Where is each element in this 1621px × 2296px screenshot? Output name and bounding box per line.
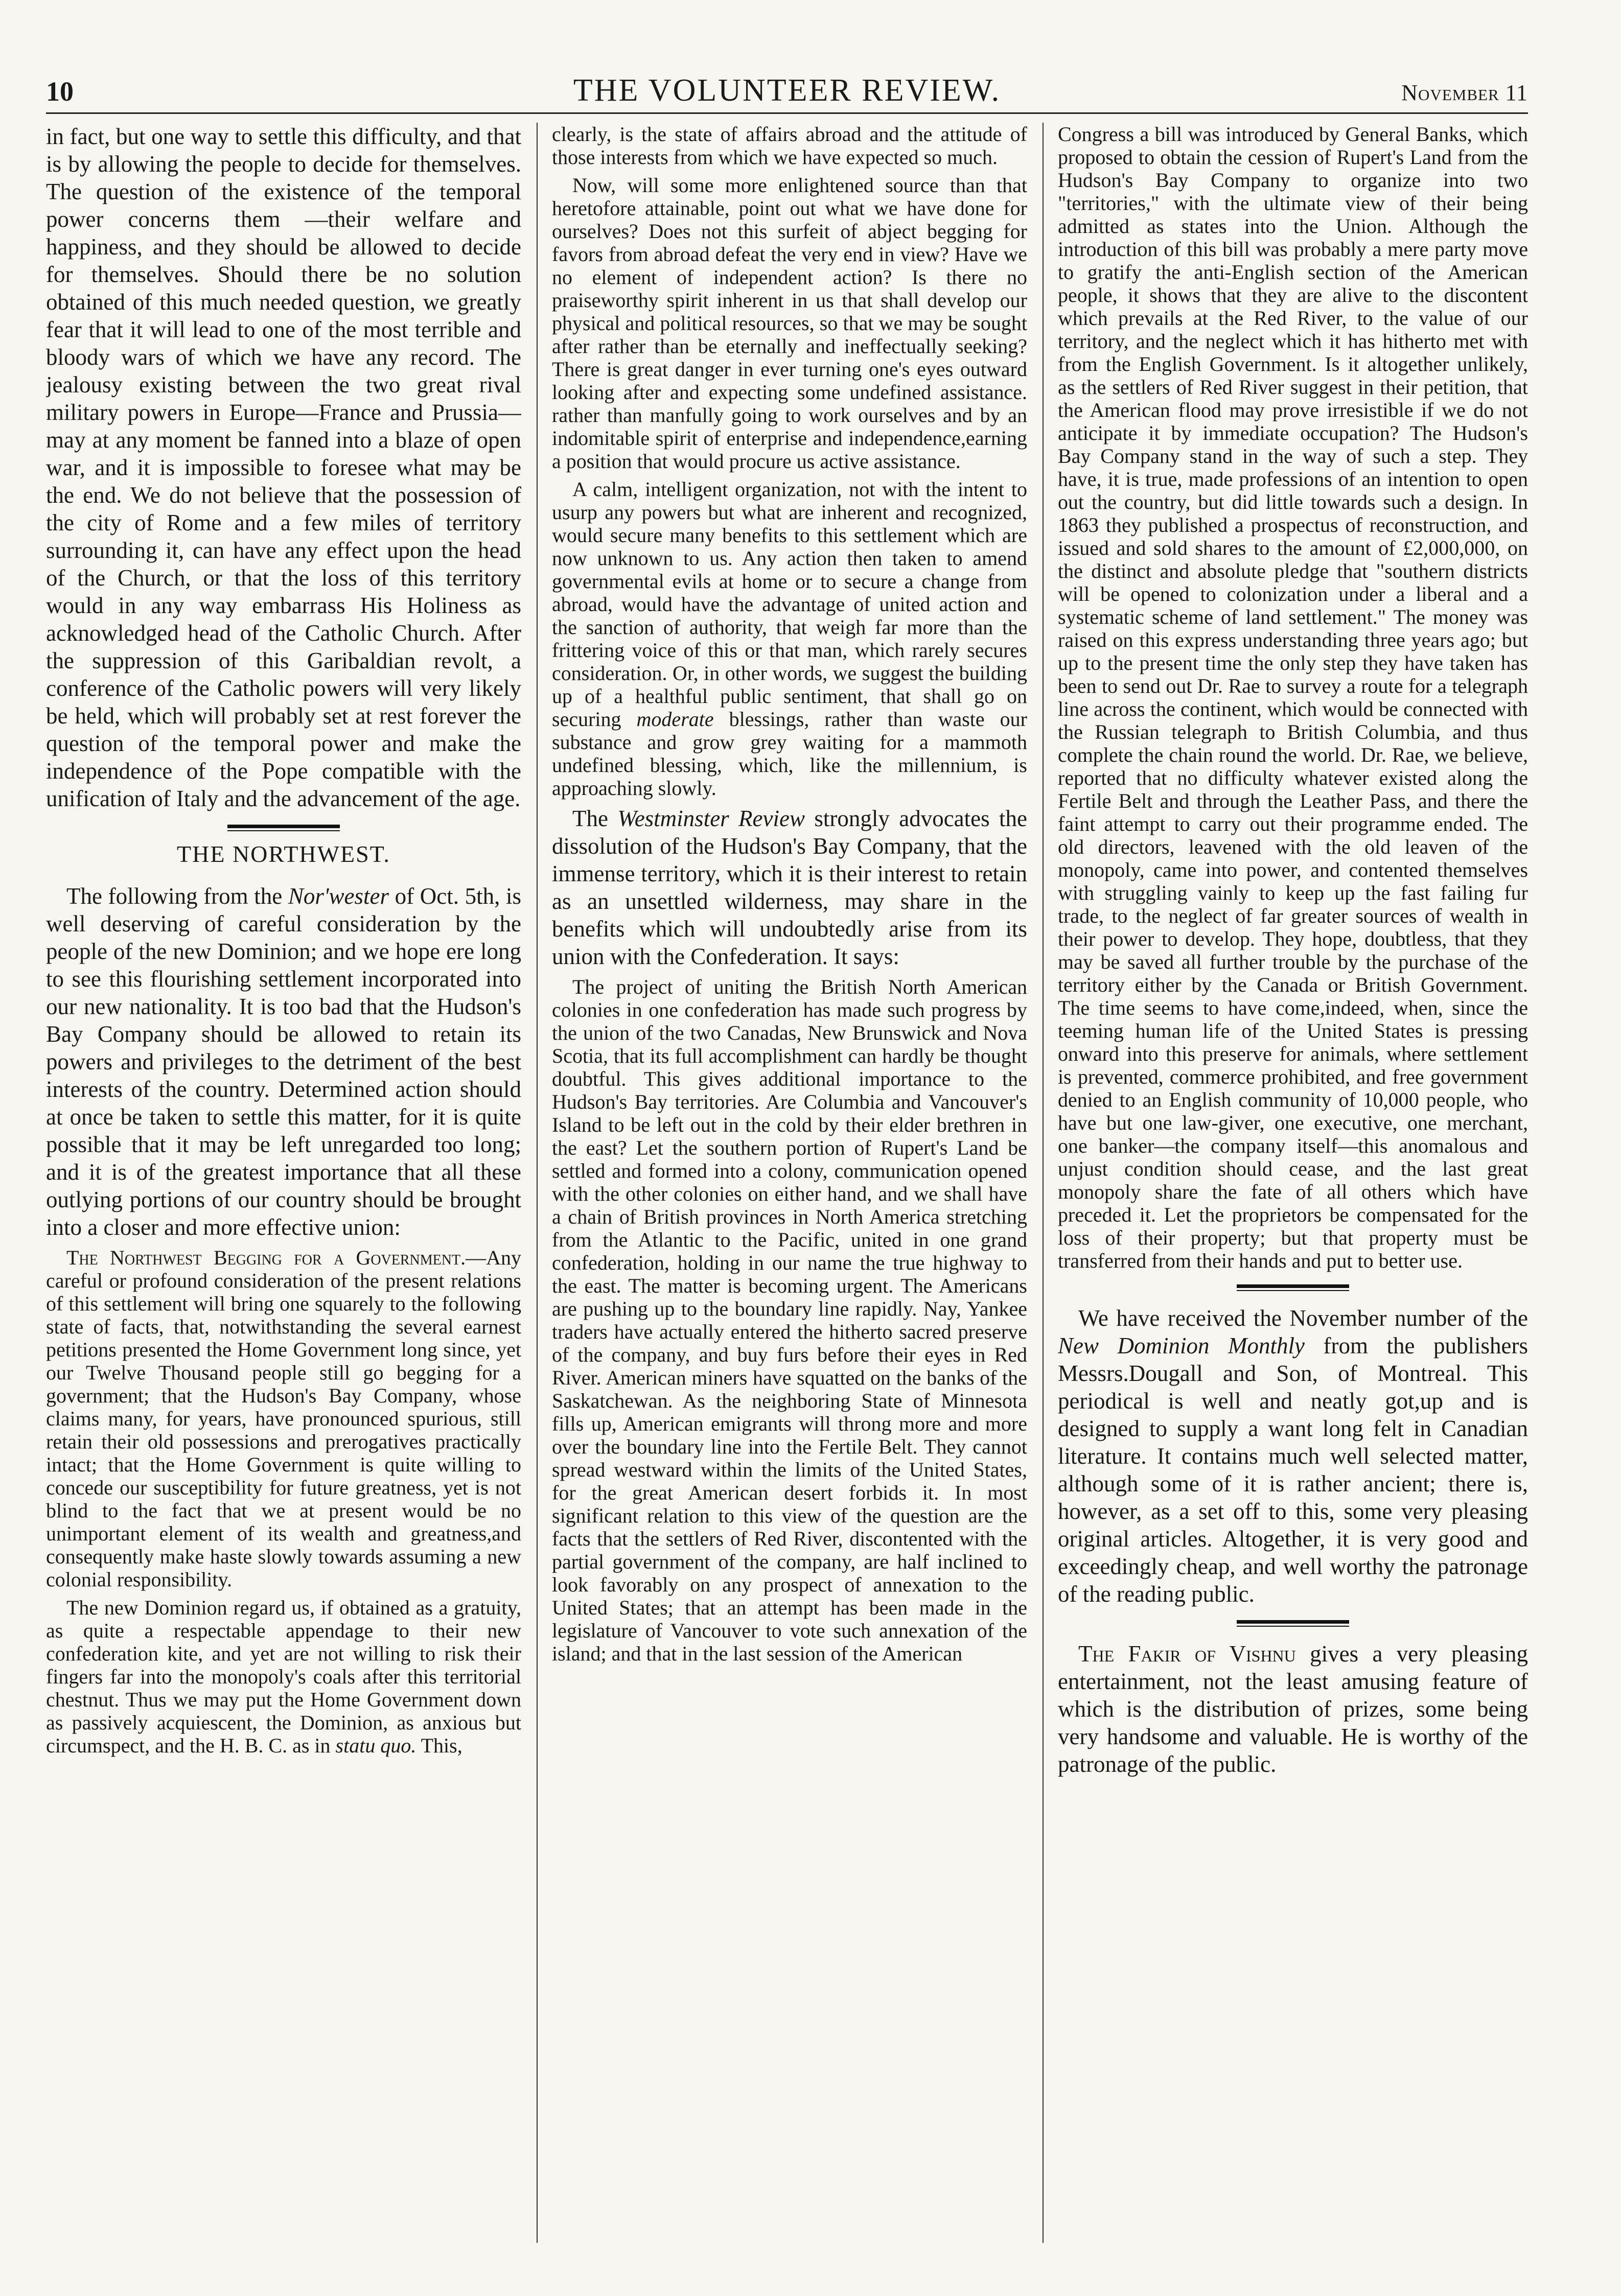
section-title: THE NORTHWEST. [177, 841, 390, 867]
paragraph-heading: The Northwest Begging for a Government. [66, 1246, 466, 1269]
quoted-paragraph: clearly, is the state of affairs abroad and the attitude of those interests from which we have expected so much. [552, 123, 1027, 169]
article-paragraph: We have received the November number of the New Dominion Monthly from the publishers Messrs.Dougall and Son, of Montreal. This periodical is well and neatly got,up and is designed to supply a want long felt in Canadian literature. It contains much well selected matter, although some of it is rather ancient; there is, however, as a set off to this, some very pleasing original articles. Altogether, it is very good and exceedingly cheap, and well worthy the patronage of the reading public. [1058, 1305, 1528, 1607]
quoted-paragraph: Now, will some more enlightened source than that heretofore attainable, point out what we have done for ourselves? Does not this surfeit of abject begging for favors from abroad defeat the very end in view? Have we no element of independent action? Is there no praiseworthy spirit inherent in us that shall develop our physical and political resources, so that we may be sought after rather than be eternally and ineffectually seeking? There is great danger in ever turning one's eyes outward looking after and expecting some undefined assistance. rather than manfully going to work ourselves and by an indomitable spirit of enterprise and independence,earning a position that would procure us active assistance. [552, 174, 1027, 473]
column-3 [1058, 123, 1528, 2243]
quoted-paragraph: The new Dominion regard us, if obtained as a gratuity, as quite a respectable appendage to their new confederation kite, and yet are not willing to risk their fingers far into the monopoly's coals after this territorial chestnut. Thus we may put the Home Government down as passively acquiescent, the Dominion, as anxious but circumspect, and the H. B. C. as in statu quo. This, [46, 1596, 521, 1757]
quoted-paragraph: The project of uniting the British North American colonies in one confederation has made such progress by the union of the two Canadas, New Brunswick and Nova Scotia, that its full accomplishment can hardly be thought doubtful. This gives additional importance to the Hudson's Bay territories. Are Columbia and Vancouver's Island to be left out in the cold by their elder brethren in the east? Let the southern portion of Rupert's Land be settled and formed into a colony, communication opened with the other colonies on either hand, and we shall have a chain of British provinces in North America stretching from the Atlantic to the Pacific, united in one grand confederation, holding in our name the true highway to the east. The matter is becoming urgent. The Americans are pushing up to the boundary line rapidly. Nay, Yankee traders have actually entered the hitherto sacred preserve of the company, and buy furs before their eyes in Red River. American miners have squatted on the banks of the Saskatchewan. As the neighboring State of Minnesota fills up, American emigrants will throng more and more over the boundary line into the Fertile Belt. They cannot spread westward within the limits of the United States, for the great American desert forbids it. In most significant relation to this view of the question are the facts that the settlers of Red River, discontented with the partial government of the company, are half inclined to look favorably on any prospect of annexation to the United States; that an attempt has been made in the legislature of Vancouver to vote such annexation of the island; and that in the last session of the American [552, 975, 1027, 1665]
article-paragraph: The Westminster Review strongly advocates the dissolution of the Hudson's Bay Company, that the immense territory, which it is their interest to retain as an unsettled wilderness, may share in the benefits which will undoubtedly arise from its union with the Confederation. It says: [552, 806, 1027, 969]
article-columns [46, 123, 1528, 2243]
publication-title: THE VOLUNTEER REVIEW. [573, 73, 1001, 108]
section-rule [1237, 1620, 1349, 1627]
quoted-paragraph: Congress a bill was introduced by General Banks, which proposed to obtain the cession of Rupert's Land from the Hudson's Bay Company to organize into two "territories," with the ultimate view of their being admitted as states into the Union. Although the introduction of this bill was probably a mere party move to gratify the anti-English section of the American people, it shows that they are alive to the discontent which prevails at the Red River, to the value of our territory, and the neglect which it has hitherto met with from the English Government. Is it altogether unlikely, as the settlers of Red River suggest in their petition, that the American flood may prove irresistible if we do not anticipate it by immediate occupation? The Hudson's Bay Company stand in the way of such a step. They have, it is true, made professions of an intention to open out the country, but did little towards such a design. In 1863 they published a prospectus of reconstruction, and issued and sold shares to the amount of £2,000,000, on the distinct and absolute pledge that "southern districts will be opened to colonization under a liberal and a systematic scheme of land settlement." The money was raised on this express understanding three years ago; but up to the present time the only step they have taken has been to send out Dr. Rae to survey a route for a telegraph line across the continent, which would be connected with the Russian telegraph to British Columbia, and thus complete the chain round the world. Dr. Rae, we believe, reported that no difficulty whatever existed along the Fertile Belt and through the Leather Pass, and there the faint attempt to carry out their programme ended. The old directors, leavened with the old leaven of the monopoly, came into power, and contented themselves with struggling vainly to keep up the fast failing fur trade, to the neglect of far greater sources of wealth in their power to develop. They hope, doubtless, that they may be saved all further trouble by the purchase of the territory either by the Canada or British Government. The time seems to have come,indeed, when, since the teeming human life of the United States is pressing onward into this preserve for animals, where settlement is prevented, commerce prohibited, and free government denied to an English community of 10,000 people, who have but one law-giver, one executive, one merchant, one banker—the company itself—this anomalous and unjust condition should cease, and the last great monopoly share the fate of all others which have preceded it. Let the proprietors be compensated for the loss of their property; but that property must be transferred from their hands and put to better use. [1058, 123, 1528, 1272]
column-1 [46, 123, 521, 2243]
column-divider [537, 123, 538, 2243]
article-paragraph: The following from the Nor'wester of Oct. 5th, is well deserving of careful consideration by the people of the new Dominion; and we hope ere long to see this flourishing settlement incorporated into our new nationality. It is too bad that the Hudson's Bay Company should be allowed to retain its powers and privileges to the detriment of the best interests of the country. Determined action should at once be taken to settle this matter, for it is quite possible that it may be left unregarded too long; and it is of the greatest importance that all these outlying portions of our country should be brought into a closer and more effective union: [46, 883, 521, 1240]
page-number: 10 [46, 76, 74, 107]
column-2 [552, 123, 1027, 2243]
issue-date: November 11 [1401, 80, 1528, 105]
quoted-paragraph: The Northwest Begging for a Government.—Any careful or profound consideration of the present relations of this settlement will bring one squarely to the following state of facts, that, notwithstanding the several earnest petitions presented the Home Government long since, yet our Twelve Thousand people still go begging for a government; that the Hudson's Bay Company, whose claims many, for years, have pronounced spurious, still retain their old possessions and prerogatives practically intact; that the Home Government is quite willing to concede our susceptibility for future greatness, yet is not blind to the fact that we at present would be no unimportant element of its wealth and greatness,and consequently make haste slowly towards assuming a new colonial responsibility. [46, 1246, 521, 1591]
article-paragraph: The Fakir of Vishnu gives a very pleasing entertainment, not the least amusing feature of which is the distribution of prizes, some being very handsome and valuable. He is worthy of the patronage of the public. [1058, 1641, 1528, 1777]
newspaper-page [46, 66, 1528, 2263]
paragraph-heading: The Fakir of Vishnu [1078, 1641, 1296, 1667]
article-paragraph: in fact, but one way to settle this difficulty, and that is by allowing the people to decide for themselves. The question of the existence of the temporal power concerns them —their welfare and happiness, and they should be allowed to decide for themselves. Should there be no solution obtained of this much needed question, we greatly fear that it will lead to one of the most terrible and bloody wars of which we have any record. The jealousy existing between the two great rival military powers in Europe—France and Prussia—may at any moment be fanned into a blaze of open war, and it is impossible to foresee what may be the end. We do not believe that the possession of the city of Rome and a few miles of territory surrounding it, can have any effect upon the head of the Church, or that the loss of this territory would in any way embarrass His Holiness as acknowledged head of the Catholic Church. After the suppression of this Garibaldian revolt, a conference of the Catholic powers will very likely be held, which will probably set at rest forever the question of the temporal power and make the independence of the Pope compatible with the unification of Italy and the advancement of the age. [46, 124, 521, 811]
section-rule [1237, 1284, 1349, 1291]
quoted-paragraph: A calm, intelligent organization, not with the intent to usurp any powers but what are inherent and recognized, would secure many benefits to this settlement which are now unknown to us. Any action then taken to amend governmental evils at home or to secure a change from abroad, would have the advantage of united action and the sanction of authority, that weigh far more than the frittering voice of this or that man, which rarely secures consideration. Or, in other words, we suggest the building up of a healthful public sentiment, that shall go on securing moderate blessings, rather than waste our substance and grow grey waiting for a mammoth undefined blessing, which, like the millennium, is approaching slowly. [552, 478, 1027, 800]
page-header [46, 66, 1528, 114]
column-divider [1043, 123, 1044, 2243]
section-rule [227, 825, 340, 831]
